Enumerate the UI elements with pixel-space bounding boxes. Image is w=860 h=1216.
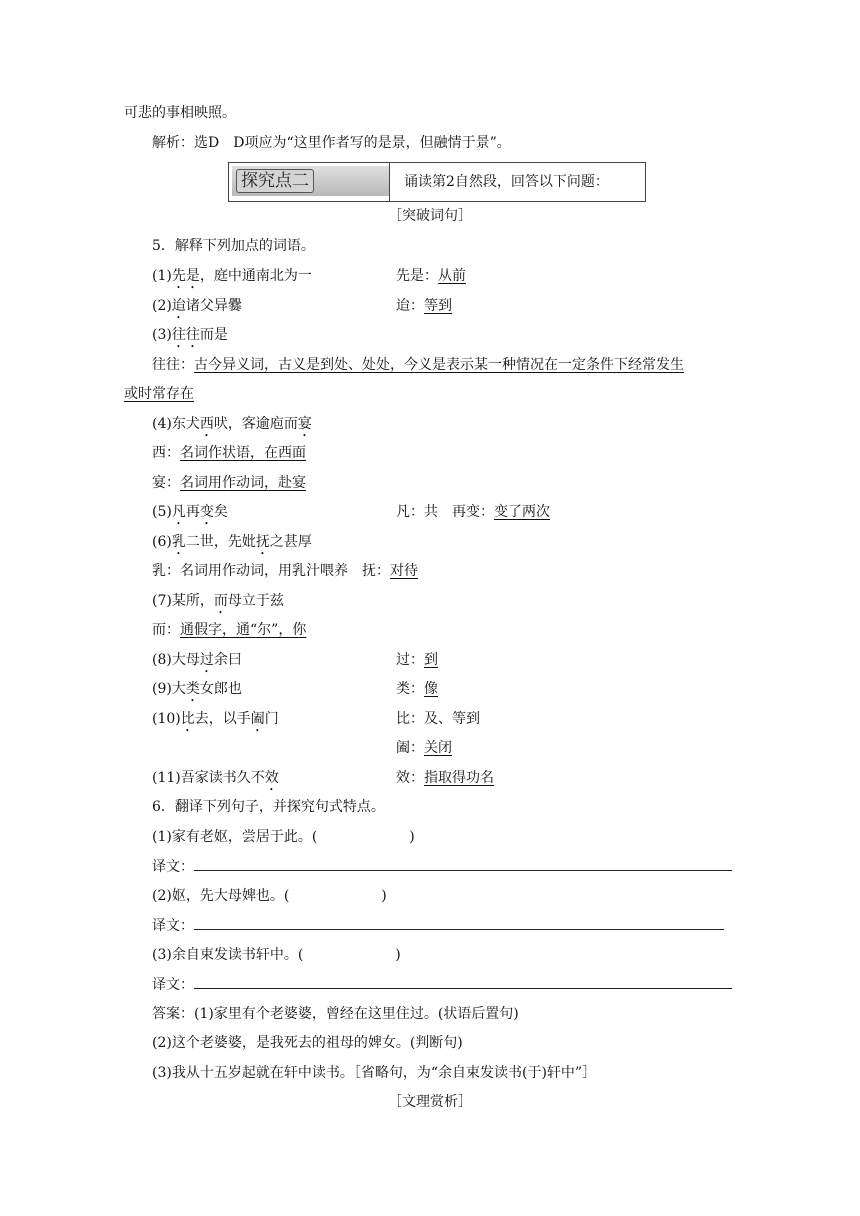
item-2-answer: 迨：等到 [396, 298, 452, 314]
item-4: (4)东犬西吠，客逾庖而宴 [152, 416, 312, 432]
answer-3: (3)我从十五岁起就在轩中读书。［省略句，为“余自束发读书(于)轩中”］ [152, 1065, 597, 1081]
item-9-answer: 类：像 [396, 681, 438, 697]
item-4-answer-a: 西：名词作状语，在西面 [152, 445, 306, 461]
translation-3-blank[interactable] [194, 974, 732, 989]
item-10-answer-b: 阖：关闭 [396, 740, 452, 756]
item-10-answer-a: 比：及、等到 [396, 711, 480, 727]
sentence-1: (1)家有老妪，尝居于此。( ) [152, 829, 415, 845]
item-7: (7)某所，而母立于兹 [152, 593, 284, 609]
item-1-answer: 先是：从前 [396, 268, 466, 284]
translation-1: 译文： [152, 856, 732, 877]
item-2: (2)迨诸父异爨 [152, 298, 242, 314]
translation-2-blank[interactable] [194, 915, 724, 930]
item-11: (11)吾家读书久不效 [152, 770, 279, 786]
item-6-answer: 乳：名词用作动词，用乳汁喂养 抚：对待 [152, 563, 418, 579]
item-5-answer: 凡：共 再变：变了两次 [396, 504, 550, 520]
item-8-answer: 过：到 [396, 652, 438, 668]
answer-1: 答案：(1)家里有个老婆婆，曾经在这里住过。(状语后置句) [152, 1006, 519, 1022]
answer-2: (2)这个老婆婆，是我死去的祖母的婢女。(判断句) [152, 1035, 463, 1051]
explore-question: 诵读第2自然段，回答以下问题： [404, 174, 609, 190]
section-heading: ［突破词句］ [388, 208, 472, 224]
item-8: (8)大母过余曰 [152, 652, 242, 668]
item-3: (3)往往而是 [152, 327, 228, 343]
item-4-answer-b: 宴：名词用作动词，赴宴 [152, 475, 306, 491]
section-heading-2: ［文理赏析］ [388, 1094, 472, 1110]
explore-point-tag: 探究点二 [232, 166, 390, 196]
sentence-2: (2)妪，先大母婢也。( ) [152, 888, 387, 904]
item-5: (5)凡再变矣 [152, 504, 228, 520]
question-6: 6．翻译下列句子，并探究句式特点。 [152, 799, 385, 815]
translation-2: 译文： [152, 915, 724, 936]
item-3-answer-cont: 或时常存在 [124, 386, 194, 402]
item-1: (1)先是，庭中通南北为一 [152, 268, 312, 284]
item-10: (10)比去，以手阖门 [152, 711, 279, 727]
item-11-answer: 效：指取得功名 [396, 770, 494, 786]
question-5: 5．解释下列加点的词语。 [152, 238, 315, 254]
item-9: (9)大类女郎也 [152, 681, 242, 697]
analysis-line: 解析：选D D项应为“这里作者写的是景，但融情于景”。 [152, 135, 511, 151]
item-6: (6)乳二世，先妣抚之甚厚 [152, 534, 312, 550]
item-7-answer: 而：通假字，通“尔”，你 [152, 622, 307, 638]
text-line: 可悲的事相映照。 [124, 105, 236, 121]
translation-1-blank[interactable] [194, 856, 732, 871]
explore-point-box [228, 162, 646, 202]
sentence-3: (3)余自束发读书轩中。( ) [152, 947, 401, 963]
translation-3: 译文： [152, 974, 732, 995]
item-3-answer: 往往：古今异义词，古义是到处、处处，今义是表示某一种情况在一定条件下经常发生 [152, 357, 684, 373]
